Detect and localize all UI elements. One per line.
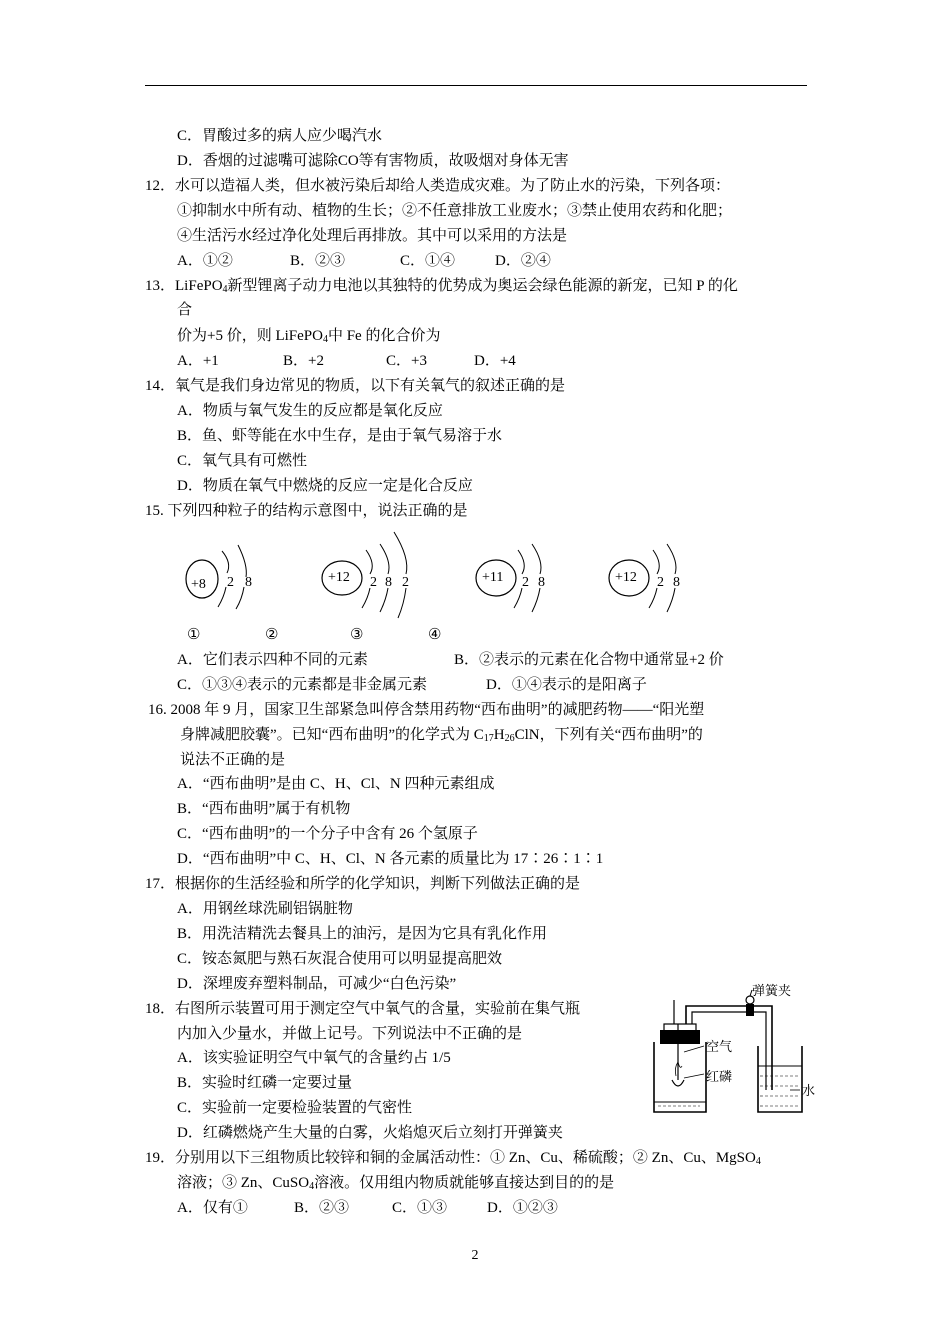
q17-option-a: A．用钢丝球洗刷铝锅脏物	[177, 901, 353, 917]
q11-option-c: C．胃酸过多的病人应少喝汽水	[177, 128, 383, 144]
q12-option-a: A．①②	[177, 253, 233, 269]
q12-stem: 12．水可以造福人类，但水被污染后却给人类造成灾难。为了防止水的污染，下列各项：	[145, 178, 731, 194]
atom-diagram-1	[180, 535, 270, 615]
q15-option-d: D．①④表示的是阳离子	[486, 677, 647, 693]
atom-1-nucleus: +8	[191, 577, 206, 592]
q12-stem-line3: ④生活污水经过净化处理后再排放。其中可以采用的方法是	[177, 228, 568, 244]
atom-1-shell-1: 2	[227, 575, 234, 590]
atom-2-shell-2: 8	[385, 575, 392, 590]
atom-label-3: ③	[350, 627, 364, 643]
atom-3-nucleus: +11	[482, 570, 504, 585]
q17-option-b: B．用洗洁精洗去餐具上的油污，是因为它具有乳化作用	[177, 926, 548, 942]
header-rule	[145, 85, 807, 86]
q15-stem: 15. 下列四种粒子的结构示意图中，说法正确的是	[145, 503, 468, 519]
q13-option-c: C．+3	[386, 353, 427, 369]
q13-option-d: D．+4	[474, 353, 516, 369]
q18-option-d: D．红磷燃烧产生大量的白雾，火焰熄灭后立刻打开弹簧夹	[177, 1125, 563, 1141]
q14-option-a: A．物质与氧气发生的反应都是氧化反应	[177, 403, 443, 419]
q14-option-b: B．鱼、虾等能在水中生存，是由于氧气易溶于水	[177, 428, 503, 444]
q12-option-c: C．①④	[400, 253, 456, 269]
atom-label-2: ②	[265, 627, 279, 643]
q16-option-a: A．“西布曲明”是由 C、H、Cl、N 四种元素组成	[177, 776, 495, 792]
q16-option-d: D．“西布曲明”中 C、H、Cl、N 各元素的质量比为 17∶26∶1∶1	[177, 851, 604, 867]
q19-option-c: C．①③	[392, 1200, 448, 1216]
atom-label-1: ①	[187, 627, 201, 643]
q16-stem: 16. 2008 年 9 月，国家卫生部紧急叫停含禁用药物“西布曲明”的减肥药物——“阳光塑	[148, 702, 705, 718]
atom-3-shell-2: 8	[538, 575, 545, 590]
q18-option-a: A．该实验证明空气中氧气的含量约占 1/5	[177, 1050, 451, 1066]
atom-3-shell-1: 2	[522, 575, 529, 590]
q19-option-d: D．①②③	[487, 1200, 558, 1216]
atom-4-nucleus: +12	[615, 570, 637, 585]
q16-option-c: C．“西布曲明”的一个分子中含有 26 个氢原子	[177, 826, 478, 842]
q14-stem: 14．氧气是我们身边常见的物质，以下有关氧气的叙述正确的是	[145, 378, 566, 394]
figure-label-phosphorus: 红磷	[706, 1070, 733, 1085]
q17-stem: 17．根据你的生活经验和所学的化学知识，判断下列做法正确的是	[145, 876, 581, 892]
q13-stem-line3: 价为+5 价，则 LiFePO$_4$中 Fe 的化合价为	[177, 328, 441, 345]
atom-2-nucleus: +12	[328, 570, 350, 585]
atom-2-shell-3: 2	[402, 575, 409, 590]
q14-option-d: D．物质在氧气中燃烧的反应一定是化合反应	[177, 478, 473, 494]
q18-option-c: C．实验前一定要检验装置的气密性	[177, 1100, 413, 1116]
q12-option-b: B．②③	[290, 253, 346, 269]
q13-stem-line2: 合	[177, 302, 193, 318]
q12-stem-line2: ①抑制水中所有动、植物的生长；②不任意排放工业废水；③禁止使用农药和化肥；	[177, 203, 733, 219]
figure-label-air: 空气	[706, 1040, 733, 1055]
q14-option-c: C．氧气具有可燃性	[177, 453, 308, 469]
q18-stem: 18．右图所示装置可用于测定空气中氧气的含量，实验前在集气瓶	[145, 1001, 581, 1017]
q17-option-d: D．深埋废弃塑料制品，可减少“白色污染”	[177, 976, 457, 992]
atom-2-shell-1: 2	[370, 575, 377, 590]
q11-option-d: D．香烟的过滤嘴可滤除CO等有害物质，故吸烟对身体无害	[177, 153, 569, 169]
q16-stem-line2: 身牌减肥胶囊”。已知“西布曲明”的化学式为 $C_{17}H_{26}ClN$，下列有关“西布曲明”的	[180, 727, 703, 744]
q19-option-a: A．仅有①	[177, 1200, 248, 1216]
figure-label-water: 水	[802, 1084, 816, 1099]
atom-diagram-3	[472, 540, 562, 620]
page-number: 2	[471, 1248, 479, 1263]
atom-diagram-4	[605, 540, 695, 620]
oxygen-apparatus-figure	[640, 980, 820, 1120]
q15-option-b: B．②表示的元素在化合物中通常显+2 价	[454, 652, 724, 668]
q12-option-d: D．②④	[495, 253, 551, 269]
atom-4-shell-2: 8	[673, 575, 680, 590]
q13-option-a: A．+1	[177, 353, 219, 369]
q19-option-b: B．②③	[294, 1200, 350, 1216]
q18-stem-line2: 内加入少量水，并做上记号。下列说法中不正确的是	[177, 1026, 523, 1042]
atom-label-4: ④	[428, 627, 442, 643]
q13-option-b: B．+2	[283, 353, 324, 369]
q18-option-b: B．实验时红磷一定要过量	[177, 1075, 353, 1091]
q15-option-c: C．①③④表示的元素都是非金属元素	[177, 677, 428, 693]
atom-1-shell-2: 8	[245, 575, 252, 590]
q16-stem-line3: 说法不正确的是	[180, 752, 286, 768]
q17-option-c: C．铵态氮肥与熟石灰混合使用可以明显提高肥效	[177, 951, 503, 967]
figure-label-clamp: 弹簧夹	[752, 984, 792, 999]
q19-stem-line2: 溶液；③ Zn、CuSO$_4$溶液。仅用组内物质就能够直接达到目的的是	[177, 1175, 615, 1192]
atom-diagram-2	[320, 530, 420, 620]
q15-option-a: A．它们表示四种不同的元素	[177, 652, 368, 668]
q16-option-b: B．“西布曲明”属于有机物	[177, 801, 351, 817]
atom-4-shell-1: 2	[657, 575, 664, 590]
q19-stem: 19．分别用以下三组物质比较锌和铜的金属活动性：① Zn、Cu、稀硫酸；② Zn、Cu、MgSO$_4$	[145, 1150, 761, 1167]
q13-stem: 13．LiFePO$_4$新型锂离子动力电池以其独特的优势成为奥运会绿色能源的新宠，已知 P 的化	[145, 278, 738, 295]
